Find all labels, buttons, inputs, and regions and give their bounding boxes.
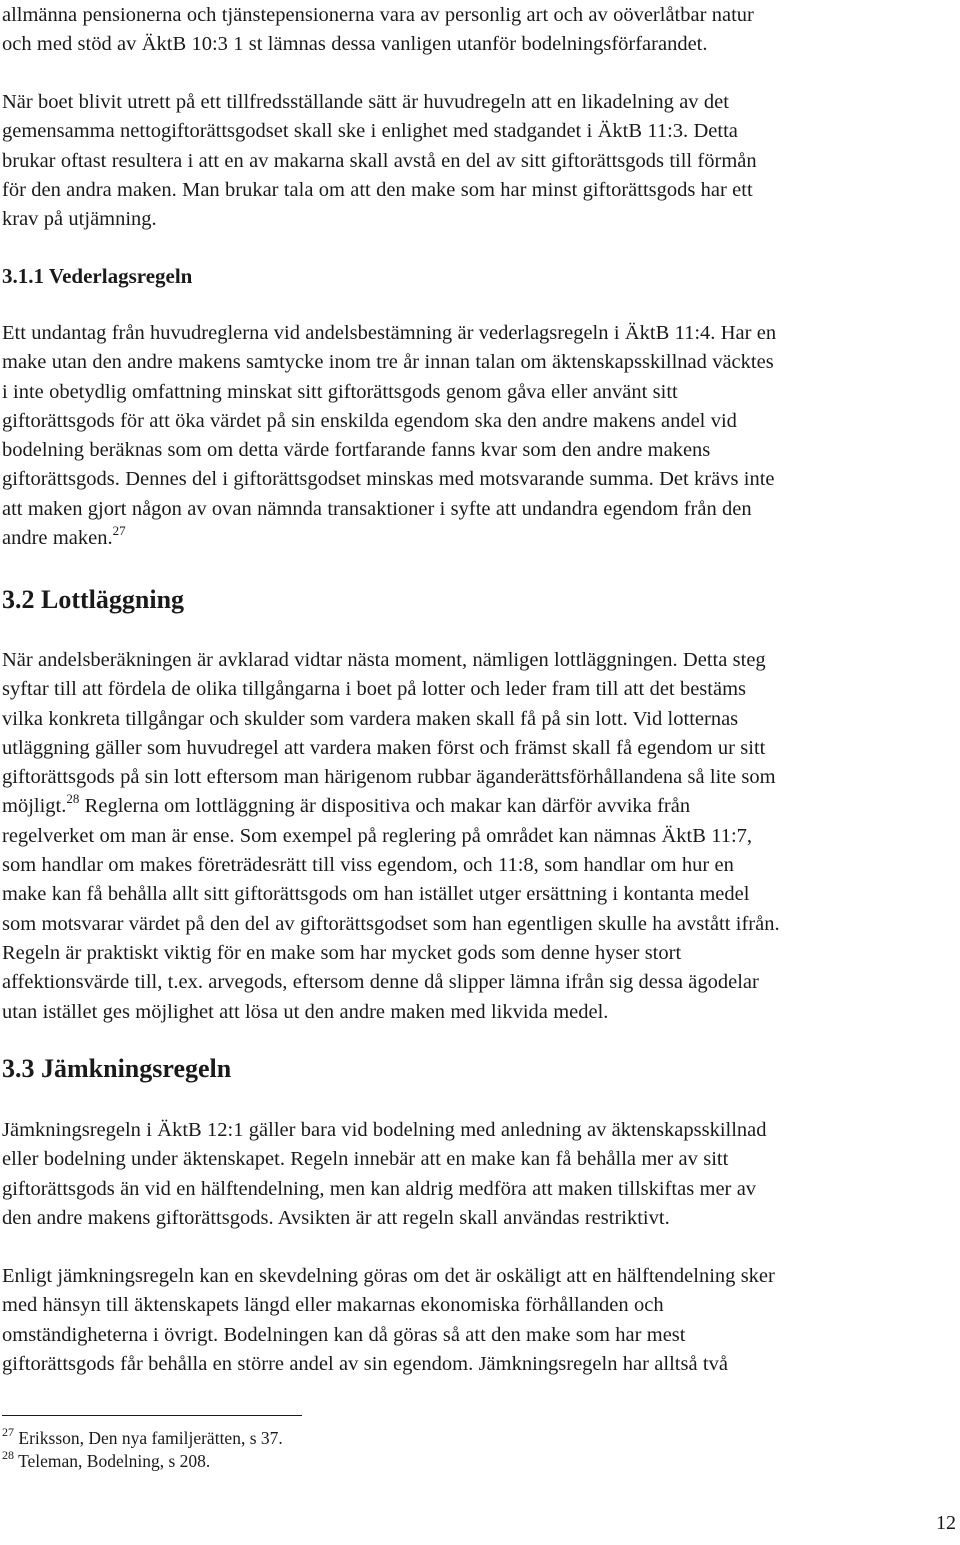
text-line: giftorättsgods än vid en hälftendelning, men kan aldrig medföra att maken tillskiftas mer av — [2, 1177, 757, 1200]
heading-vederlagsregeln: 3.1.1 Vederlagsregeln — [2, 264, 193, 288]
text-line: utan istället ges möjlighet att lösa ut den andre maken med likvida medel. — [2, 1000, 609, 1023]
text-line: syftar till att fördela de olika tillgångarna i boet på lotter och leder fram till att det bestäms — [2, 678, 746, 701]
footnotes — [2, 1427, 283, 1472]
text-line: Ett undantag från huvudreglerna vid andelsbestämning är vederlagsregeln i ÄktB 11:4. Har en — [2, 322, 777, 344]
text-line: utläggning gäller som huvudregel att vardera maken först och främst skall få egendom ur sitt — [2, 736, 766, 759]
text-line: med hänsyn till äktenskapets längd eller makarnas ekonomiska förhållanden och — [2, 1294, 664, 1317]
text-line — [2, 792, 780, 821]
text-line: Regeln är praktiskt viktig för en make som har mycket gods som denne hyser stort — [2, 941, 682, 964]
paragraph-likadelning — [2, 88, 757, 234]
footnote-28 — [2, 1447, 283, 1473]
text-line: och med stöd av ÄktB 10:3 1 st lämnas dessa vanligen utanför bodelningsförfarandet. — [2, 33, 708, 56]
footnote-27 — [2, 1427, 283, 1450]
text-line: affektionsvärde till, t.ex. arvegods, eftersom denne då slipper lämna ifrån sig dessa ägodelar — [2, 971, 759, 994]
text-line: vilka konkreta tillgångar och skulder som vardera maken skall få på sin lott. Vid lotternas — [2, 707, 739, 730]
text-line: som motsvarar värdet på den del av giftorättsgodset som han egentligen skulle ha avstått ifrån. — [2, 912, 780, 935]
footnote-separator — [2, 1415, 302, 1416]
footnote-ref-27[interactable]: 27 — [112, 523, 126, 539]
text-line: allmänna pensionerna och tjänstepensionerna vara av personlig art och av oöverlåtbar natur — [2, 4, 754, 26]
footnote-ref-28[interactable]: 28 — [66, 791, 80, 807]
text-line: bodelning beräknas som om detta värde fortfarande fanns kvar som den andre makens — [2, 439, 711, 462]
text-fragment: Reglerna om lottläggning är dispositiva och makar kan därför avvika från — [79, 795, 691, 818]
text-line: giftorättsgods för att öka värdet på sin enskilda egendom ska den andre makens andel vid — [2, 409, 737, 432]
paragraph-vederlagsregeln — [2, 319, 776, 553]
text-line: Enligt jämkningsregeln kan en skevdelning göras om det är oskäligt att en hälftendelning sker — [2, 1265, 775, 1287]
text-line: Jämkningsregeln i ÄktB 12:1 gäller bara vid bodelning med anledning av äktenskapsskillnad — [2, 1119, 767, 1141]
text-line: omständigheterna i övrigt. Bodelningen kan då göras så att den make som har mest — [2, 1323, 686, 1346]
text-line: eller bodelning under äktenskapet. Regeln innebär att en make kan få behålla mer av sitt — [2, 1148, 729, 1171]
text-line: att maken gjort någon av ovan nämnda transaktioner i syfte att undandra egendom från den — [2, 497, 752, 520]
text-line: krav på utjämning. — [2, 208, 157, 231]
text-line: gemensamma nettogiftorättsgodset skall ske i enlighet med stadgandet i ÄktB 11:3. Detta — [2, 120, 738, 143]
footnote-text: Teleman, Bodelning, s 208. — [18, 1450, 211, 1471]
paragraph-pension — [2, 1, 754, 60]
text-line: regelverket om man är ense. Som exempel på reglering på området kan nämnas ÄktB 11:7, — [2, 824, 753, 847]
paragraph-jamkningsregeln-intro — [2, 1116, 767, 1233]
paragraph-lottlaggning — [2, 646, 780, 1027]
text-line: giftorättsgods på sin lott eftersom man härigenom rubbar äganderättsförhållandena så lite som — [2, 766, 776, 789]
text-line: giftorättsgods. Dennes del i giftorättsgodset minskas med motsvarande summa. Det krävs inte — [2, 468, 775, 491]
text-line: som handlar om makes företrädesrätt till viss egendom, och 11:8, som handlar om hur en — [2, 854, 734, 877]
text-line: giftorättsgods får behålla en större andel av sin egendom. Jämkningsregeln har alltså två — [2, 1352, 728, 1375]
text-line: När andelsberäkningen är avklarad vidtar nästa moment, nämligen lottläggningen. Detta steg — [2, 649, 766, 671]
text-line: När boet blivit utrett på ett tillfredsställande sätt är huvudregeln att en likadelning av det — [2, 91, 729, 113]
footnote-text: Eriksson, Den nya familjerätten, s 37. — [18, 1428, 283, 1448]
text-line: make utan den andre makens samtycke inom tre år innan talan om äktenskapsskillnad väcktes — [2, 351, 774, 374]
footnote-number: 27 — [2, 1425, 14, 1439]
text-line: brukar oftast resultera i att en av makarna skall avstå en del av sitt giftorättsgods till förmån — [2, 149, 757, 172]
text-line: den andre makens giftorättsgods. Avsikten är att regeln skall användas restriktivt. — [2, 1206, 670, 1229]
paragraph-skevdelning — [2, 1262, 775, 1379]
text-fragment: andre maken. — [2, 527, 113, 550]
page-number: 12 — [936, 1512, 956, 1534]
heading-jamkningsregeln: 3.3 Jämkningsregeln — [2, 1054, 232, 1083]
text-line: make kan få behålla allt sitt giftorättsgods om han istället utger ersättning i kontanta medel — [2, 883, 750, 906]
footnote-number: 28 — [2, 1447, 14, 1462]
text-fragment: möjligt. — [2, 795, 67, 818]
text-line: för den andra maken. Man brukar tala om att den make som har minst giftorättsgods har ett — [2, 178, 753, 201]
text-line — [2, 524, 776, 553]
text-line: i inte obetydlig omfattning minskat sitt giftorättsgods genom gåva eller använt sitt — [2, 380, 678, 403]
heading-lottlaggning: 3.2 Lottläggning — [2, 585, 185, 614]
